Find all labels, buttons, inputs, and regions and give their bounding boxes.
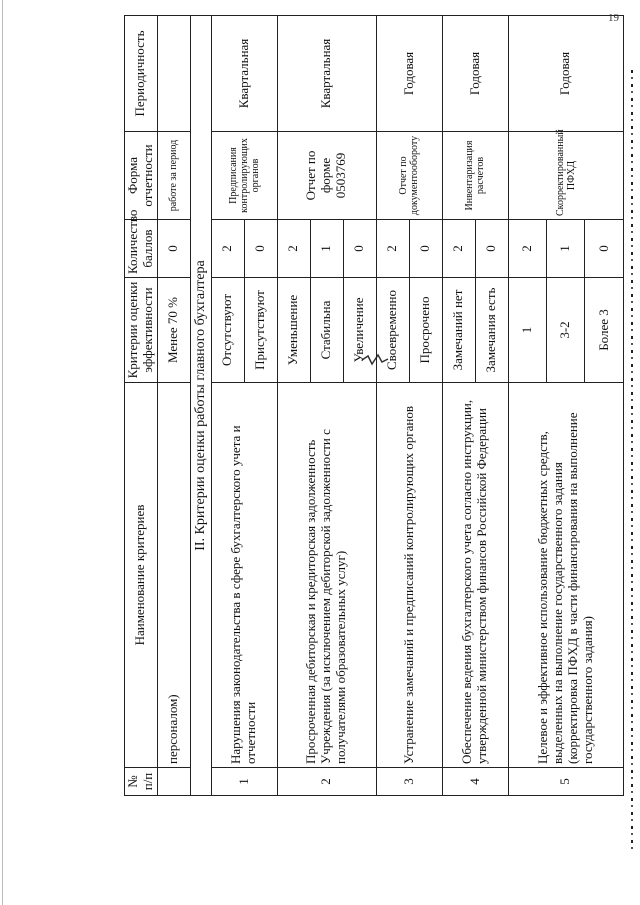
row-num: 1 — [211, 768, 277, 796]
header-name: Наименование критериев — [125, 383, 158, 768]
row-period: Годовая — [508, 16, 623, 132]
criteria-table — [124, 15, 624, 796]
row-criteria: Присутствуют — [244, 278, 277, 383]
row-name: Обеспечение ведения бухгалтерского учета согласно инструкции, утвержденной министерством финансов Российской Федерации — [442, 383, 508, 768]
row-points: 0 — [475, 220, 508, 278]
carry-criteria: Менее 70 % — [157, 278, 190, 383]
row-form: Отчет по документообороту — [376, 132, 442, 220]
table-row — [277, 16, 310, 796]
row-criteria: Замечаний нет — [442, 278, 475, 383]
row-period: Годовая — [376, 16, 442, 132]
row-points: 1 — [547, 220, 585, 278]
page-number: 19 — [608, 12, 619, 24]
row-points: 2 — [211, 220, 244, 278]
row-form: Скорректированный ПФХД — [508, 132, 623, 220]
row-criteria: Отсутствуют — [211, 278, 244, 383]
header-form: Форма отчетности — [125, 132, 158, 220]
table-row — [211, 16, 244, 796]
row-period: Квартальная — [211, 16, 277, 132]
row-form: Инвентаризация расчетов — [442, 132, 508, 220]
row-form: Предписания контролирующих органов — [211, 132, 277, 220]
header-period: Периодичность — [125, 16, 158, 132]
header-row — [125, 16, 158, 796]
row-criteria: Увеличение — [343, 278, 376, 383]
row-points: 1 — [310, 220, 343, 278]
row-num: 4 — [442, 768, 508, 796]
section-title: II. Критерии оценки работы главного бухгалтера — [190, 16, 211, 796]
row-criteria: Стабильна — [310, 278, 343, 383]
row-criteria: Более 3 — [585, 278, 624, 383]
row-period: Годовая — [442, 16, 508, 132]
row-criteria: Своевременно — [376, 278, 409, 383]
row-name: Целевое и эффективное использование бюджетных средств, выделенных на выполнение государственного задания (корректировка ПФХД в части финансирования на выполнение государственного задания) — [508, 383, 623, 768]
header-criteria: Критерии оценки эффективности — [125, 278, 158, 383]
row-name: Просроченная дебиторская и кредиторская задолженность Учреждения (за исключением дебиторской задолженности с получателями образовательных услуг) — [277, 383, 376, 768]
table-row — [376, 16, 409, 796]
header-points: Количество баллов — [125, 220, 158, 278]
row-num: 2 — [277, 768, 376, 796]
row-num: 5 — [508, 768, 623, 796]
row-criteria: Уменьшение — [277, 278, 310, 383]
row-points: 2 — [508, 220, 546, 278]
row-form: Отчет по форме 0503769 — [277, 132, 376, 220]
row-points: 2 — [376, 220, 409, 278]
row-criteria: Просрочено — [409, 278, 442, 383]
row-num: 3 — [376, 768, 442, 796]
row-name: Нарушения законодательства в сфере бухгалтерского учета и отчетности — [211, 383, 277, 768]
carry-points: 0 — [157, 220, 190, 278]
table-row — [508, 16, 546, 796]
row-points: 2 — [442, 220, 475, 278]
carry-period — [157, 16, 190, 132]
row-points: 0 — [409, 220, 442, 278]
row-points: 0 — [585, 220, 624, 278]
row-period: Квартальная — [277, 16, 376, 132]
carry-name: персоналом) — [157, 383, 190, 768]
row-name: Устранение замечаний и предписаний контролирующих органов — [376, 383, 442, 768]
row-points: 0 — [244, 220, 277, 278]
row-criteria: 3-2 — [547, 278, 585, 383]
carry-row — [157, 16, 190, 796]
row-criteria: Замечания есть — [475, 278, 508, 383]
section-row — [190, 16, 211, 796]
row-criteria: 1 — [508, 278, 546, 383]
scan-edge-right — [631, 70, 633, 850]
row-points: 2 — [277, 220, 310, 278]
scan-edge-left — [2, 0, 3, 905]
carry-num — [157, 768, 190, 796]
table-row — [442, 16, 475, 796]
header-num: № п/п — [125, 768, 158, 796]
rotated-table-container — [124, 16, 624, 796]
row-points: 0 — [343, 220, 376, 278]
carry-form: работе за период — [157, 132, 190, 220]
